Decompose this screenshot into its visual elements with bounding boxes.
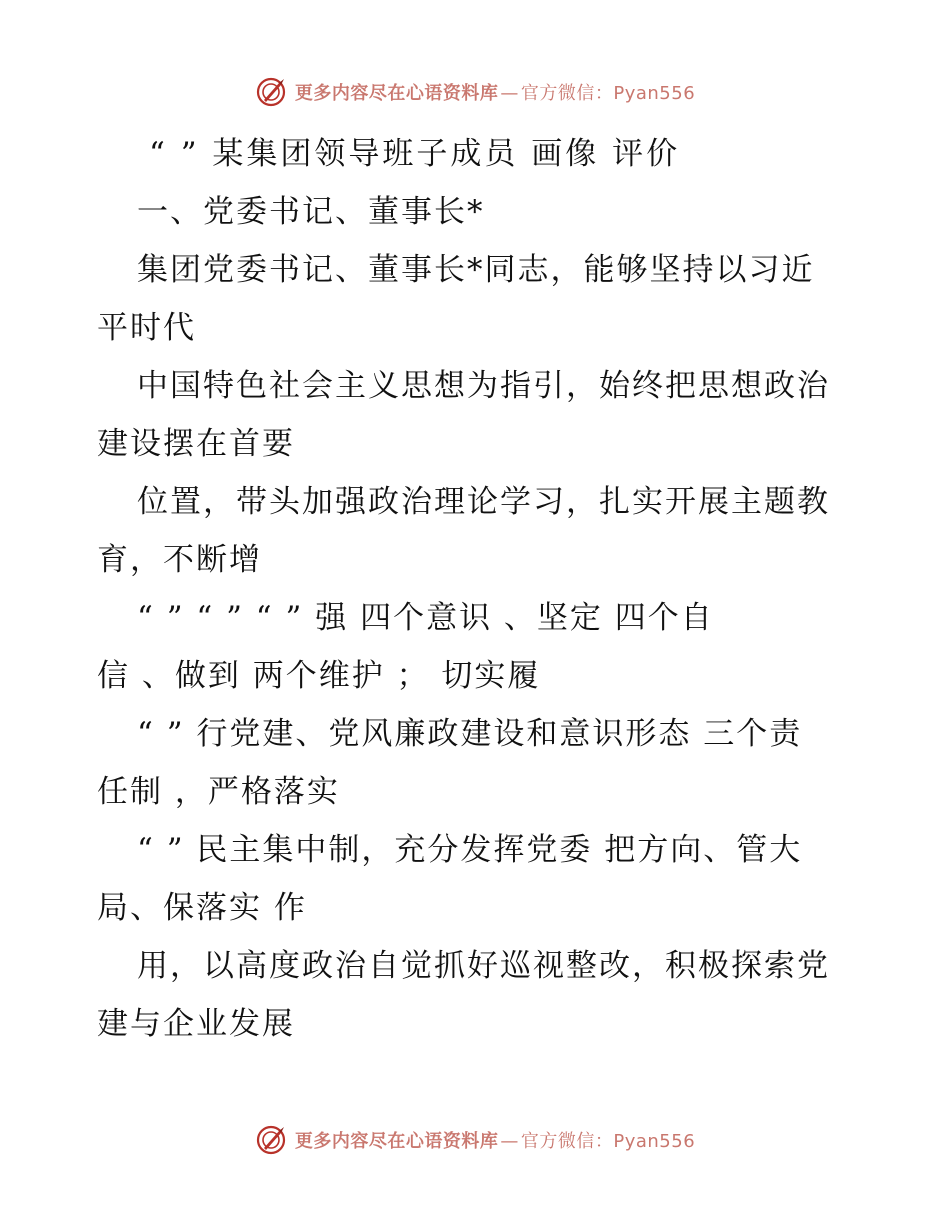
paragraph-line: 建与企业发展 [97, 1006, 295, 1042]
paragraph-line: 建设摆在首要 [97, 426, 295, 462]
paragraph-line: 平时代 [97, 310, 196, 346]
watermark-contact: 官方微信：Pyan556 [520, 83, 696, 104]
watermark-brand: 更多内容尽在心语资料库 [294, 83, 499, 104]
paragraph-line: “ ” “ ” “ ” 强 四个意识 、坚定 四个自 [137, 600, 714, 636]
footer-watermark-banner [0, 1120, 950, 1160]
paragraph-line: “ ” 民主集中制，充分发挥党委 把方向、管大 [137, 832, 803, 868]
watermark-separator: — [500, 83, 519, 104]
watermark-brand: 更多内容尽在心语资料库 [294, 1131, 499, 1152]
paragraph-line: 育，不断增 [97, 542, 262, 578]
paragraph-line: 局、保落实 作 [97, 890, 307, 926]
document-title: “ ” 某集团领导班子成员 画像 评价 [149, 136, 681, 172]
header-watermark-banner [0, 72, 950, 112]
paragraph-line: 位置，带头加强政治理论学习，扎实开展主题教 [137, 484, 830, 520]
quill-logo-icon [255, 1124, 287, 1156]
paragraph-line: “ ” 行党建、党风廉政建设和意识形态 三个责 [137, 716, 803, 752]
quill-logo-icon [255, 76, 287, 108]
document-body [97, 125, 857, 1053]
section-heading: 一、党委书记、董事长* [137, 194, 485, 230]
watermark-text [295, 79, 695, 105]
paragraph-line: 任制 ，严格落实 [97, 774, 340, 810]
watermark-text [295, 1127, 695, 1153]
paragraph-line: 信 、做到 两个维护 ； 切实履 [97, 658, 541, 694]
paragraph-line: 中国特色社会主义思想为指引，始终把思想政治 [137, 368, 830, 404]
paragraph-line: 集团党委书记、董事长*同志，能够坚持以习近 [137, 252, 815, 288]
watermark-separator: — [500, 1131, 519, 1152]
paragraph-line: 用，以高度政治自觉抓好巡视整改，积极探索党 [137, 948, 830, 984]
watermark-contact: 官方微信：Pyan556 [520, 1131, 696, 1152]
